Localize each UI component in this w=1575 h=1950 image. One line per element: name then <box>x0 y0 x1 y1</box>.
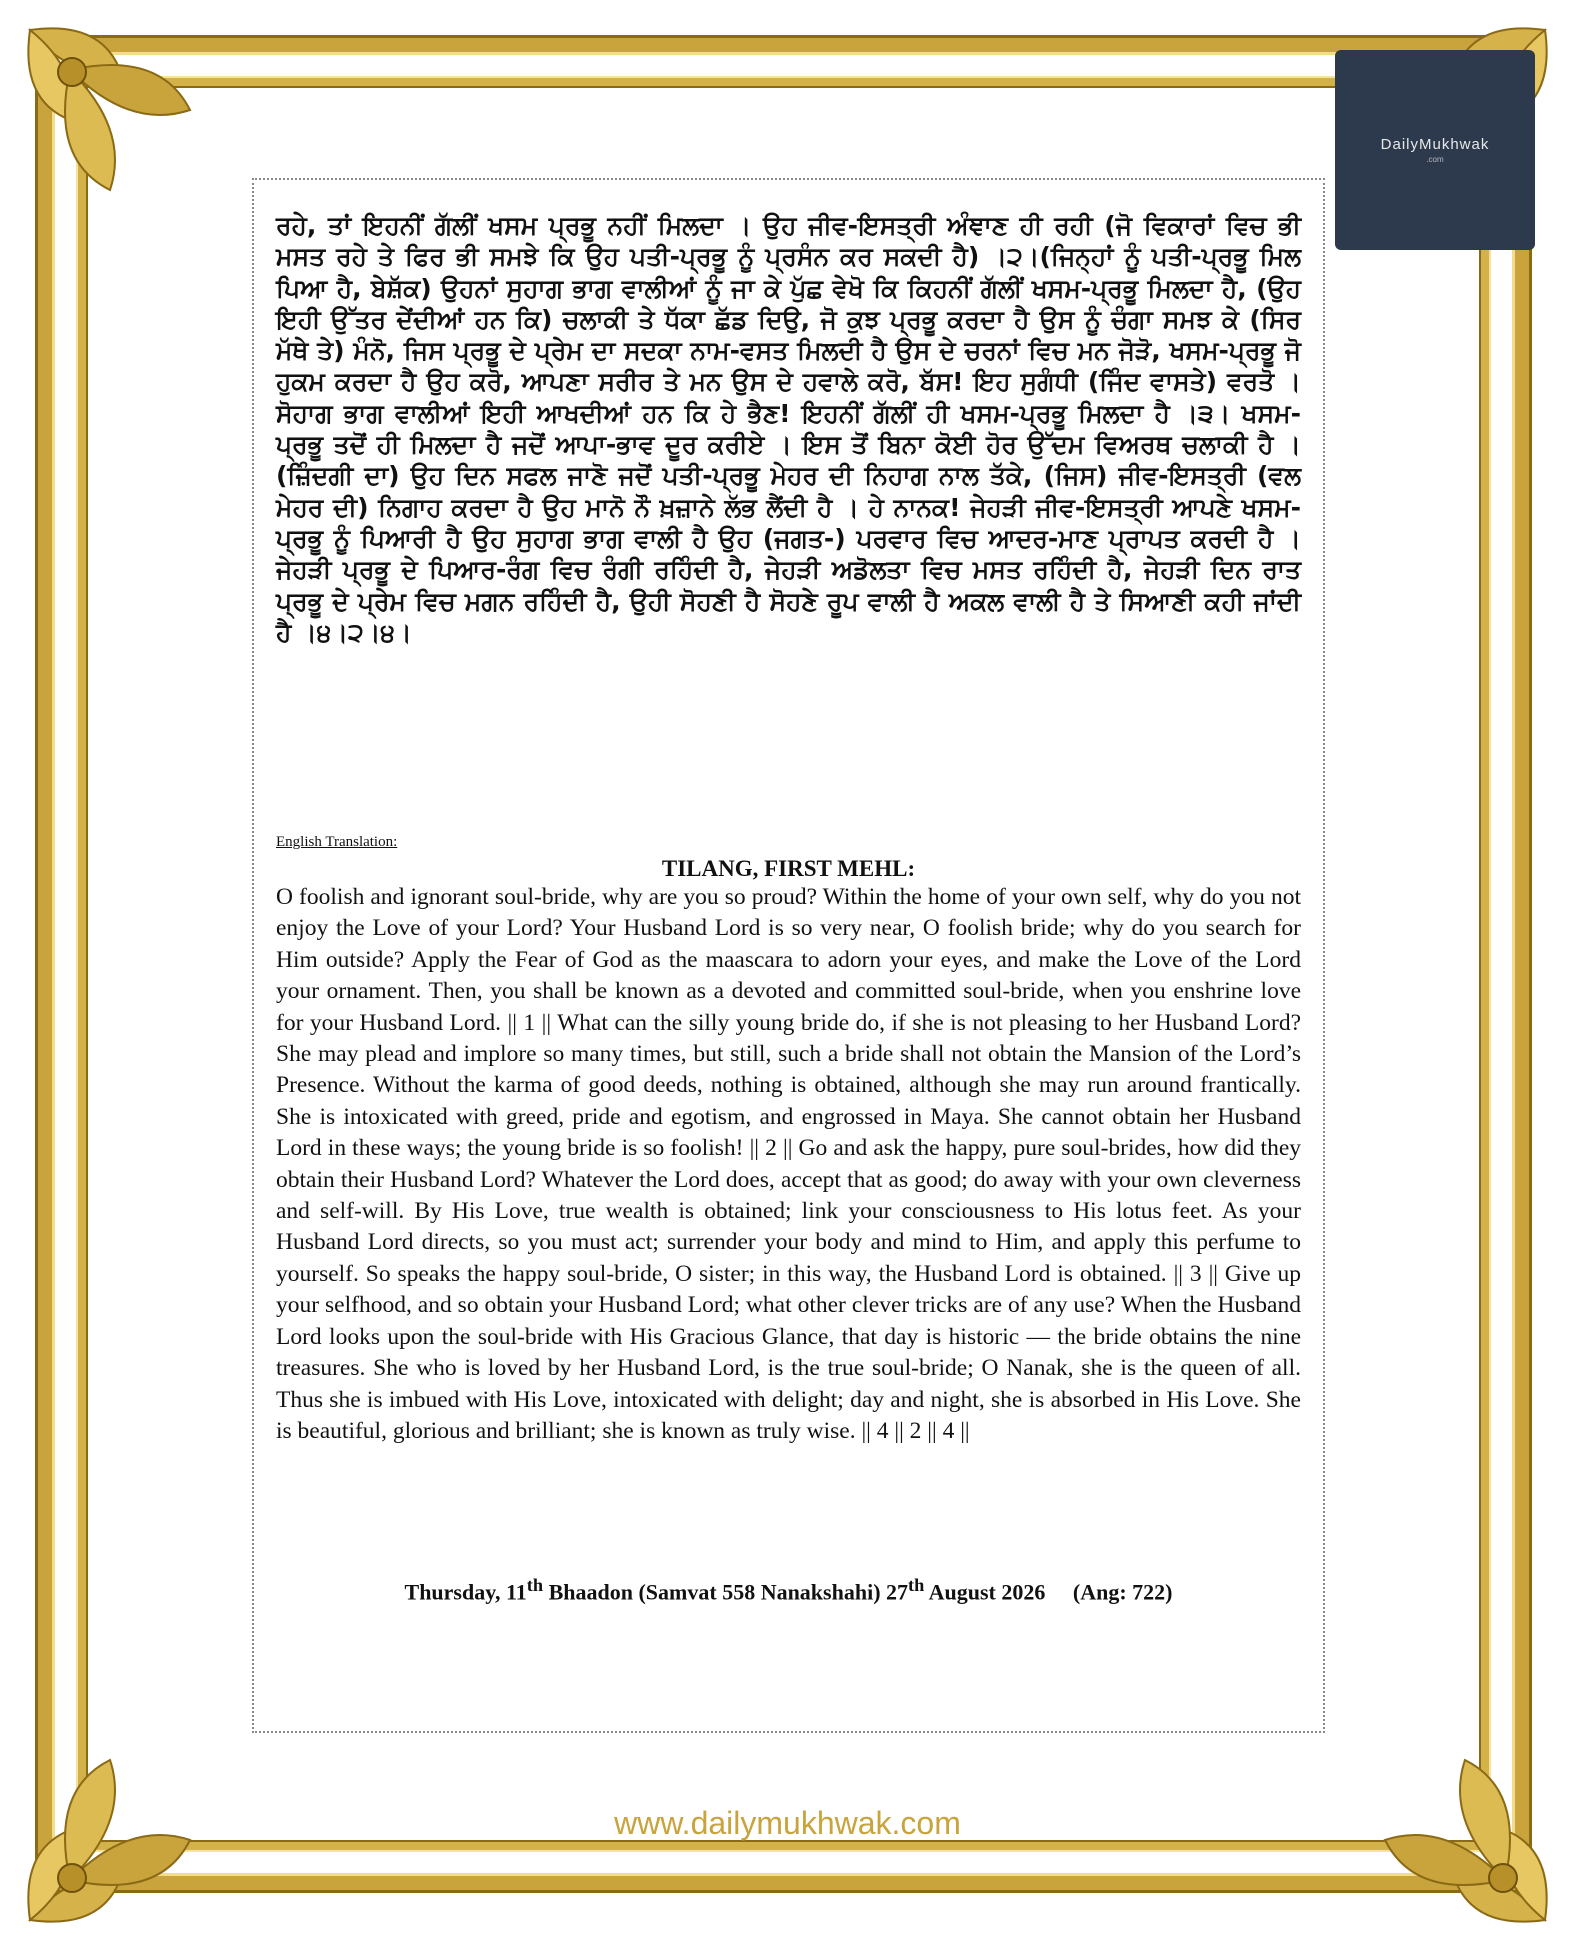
date-weekday: Thursday, 11 <box>404 1579 527 1605</box>
website-url[interactable]: www.dailymukhwak.com <box>614 1805 961 1841</box>
date-ordinal-1: th <box>526 1575 544 1595</box>
corner-bow-ornament-icon <box>10 10 230 230</box>
date-ordinal-2: th <box>908 1575 925 1595</box>
date-line <box>276 1575 1301 1605</box>
date-gregorian: August 2026 <box>924 1579 1046 1605</box>
gurmukhi-explanation: ਰਹੇ, ਤਾਂ ਇਹਨੀਂ ਗੱਲੀਂ ਖਸਮ ਪ੍ਰਭੂ ਨਹੀਂ ਮਿਲਦਾ । ਉਹ ਜੀਵ-ਇਸਤ੍ਰੀ ਅੰਞਾਣ ਹੀ ਰਹੀ (ਜੋ ਵਿਕਾਰਾਂ ਵਿਚ ਭੀ ਮਸਤ ਰਹੇ ਤੇ ਫਿਰ ਭੀ ਸਮਝੇ ਕਿ ਉਹ ਪਤੀ-ਪ੍ਰਭੂ ਨੂੰ ਪ੍ਰਸੰਨ ਕਰ ਸਕਦੀ ਹੈ) ।੨।(ਜਿਨ੍ਹਾਂ ਨੂੰ ਪਤੀ-ਪ੍ਰਭੂ ਮਿਲ ਪਿਆ ਹੈ, ਬੇਸ਼ੱਕ) ਉਹਨਾਂ ਸੁਹਾਗ ਭਾਗ ਵਾਲੀਆਂ ਨੂੰ ਜਾ ਕੇ ਪੁੱਛ ਵੇਖੋ ਕਿ ਕਿਹਨੀਂ ਗੱਲੀਂ ਖਸਮ-ਪ੍ਰਭੂ ਮਿਲਦਾ ਹੈ, (ਉਹ ਇਹੀ ਉੱਤਰ ਦੇਂਦੀਆਂ ਹਨ ਕਿ) ਚਲਾਕੀ ਤੇ ਧੱਕਾ ਛੱਡ ਦਿਉ, ਜੋ ਕੁਝ ਪ੍ਰਭੂ ਕਰਦਾ ਹੈ ਉਸ ਨੂੰ ਚੰਗਾ ਸਮਝ ਕੇ (ਸਿਰ ਮੱਥੇ ਤੇ) ਮੰਨੋ, ਜਿਸ ਪ੍ਰਭੂ ਦੇ ਪ੍ਰੇਮ ਦਾ ਸਦਕਾ ਨਾਮ-ਵਸਤ ਮਿਲਦੀ ਹੈ ਉਸ ਦੇ ਚਰਨਾਂ ਵਿਚ ਮਨ ਜੋੜੋ, ਖਸਮ-ਪ੍ਰਭੂ ਜੋ ਹੁਕਮ ਕਰਦਾ ਹੈ ਉਹ ਕਰੋ, ਆਪਣਾ ਸਰੀਰ ਤੇ ਮਨ ਉਸ ਦੇ ਹਵਾਲੇ ਕਰੋ, ਬੱਸ! ਇਹ ਸੁਗੰਧੀ (ਜਿੰਦ ਵਾਸਤੇ) ਵਰਤੋ । ਸੋਹਾਗ ਭਾਗ ਵਾਲੀਆਂ ਇਹੀ ਆਖਦੀਆਂ ਹਨ ਕਿ ਹੇ ਭੈਣ! ਇਹਨੀਂ ਗੱਲੀਂ ਹੀ ਖਸਮ-ਪ੍ਰਭੂ ਮਿਲਦਾ ਹੈ ।੩। ਖਸਮ-ਪ੍ਰਭੂ ਤਦੋਂ ਹੀ ਮਿਲਦਾ ਹੈ ਜਦੋਂ ਆਪਾ-ਭਾਵ ਦੂਰ ਕਰੀਏ । ਇਸ ਤੋਂ ਬਿਨਾ ਕੋਈ ਹੋਰ ਉੱਦਮ ਵਿਅਰਥ ਚਲਾਕੀ ਹੈ । (ਜ਼ਿੰਦਗੀ ਦਾ) ਉਹ ਦਿਨ ਸਫਲ ਜਾਣੋ ਜਦੋਂ ਪਤੀ-ਪ੍ਰਭੂ ਮੇਹਰ ਦੀ ਨਿਹਾਗ ਨਾਲ ਤੱਕੇ, (ਜਿਸ) ਜੀਵ-ਇਸਤ੍ਰੀ (ਵਲ ਮੇਹਰ ਦੀ) ਨਿਗਾਹ ਕਰਦਾ ਹੈ ਉਹ ਮਾਨੋ ਨੌ ਖ਼ਜ਼ਾਨੇ ਲੱਭ ਲੈਂਦੀ ਹੈ । ਹੇ ਨਾਨਕ! ਜੇਹੜੀ ਜੀਵ-ਇਸਤ੍ਰੀ ਆਪਣੇ ਖਸਮ-ਪ੍ਰਭੂ ਨੂੰ ਪਿਆਰੀ ਹੈ ਉਹ ਸੁਹਾਗ ਭਾਗ ਵਾਲੀ ਹੈ ਉਹ (ਜਗਤ-) ਪਰਵਾਰ ਵਿਚ ਆਦਰ-ਮਾਣ ਪ੍ਰਾਪਤ ਕਰਦੀ ਹੈ । ਜੇਹੜੀ ਪ੍ਰਭੂ ਦੇ ਪਿਆਰ-ਰੰਗ ਵਿਚ ਰੰਗੀ ਰਹਿੰਦੀ ਹੈ, ਜੇਹੜੀ ਅਡੋਲਤਾ ਵਿਚ ਮਸਤ ਰਹਿੰਦੀ ਹੈ, ਜੇਹੜੀ ਦਿਨ ਰਾਤ ਪ੍ਰਭੂ ਦੇ ਪ੍ਰੇਮ ਵਿਚ ਮਗਨ ਰਹਿੰਦੀ ਹੈ, ਉਹੀ ਸੋਹਣੀ ਹੈ ਸੋਹਣੇ ਰੂਪ ਵਾਲੀ ਹੈ ਅਕਲ ਵਾਲੀ ਹੈ ਤੇ ਸਿਆਣੀ ਕਹੀ ਜਾਂਦੀ ਹੈ ।੪।੨।੪। <box>276 211 1301 647</box>
dailymukhwak-logo <box>1335 50 1535 250</box>
logo-subtext: .com <box>1426 155 1444 164</box>
ang-number: (Ang: 722) <box>1045 1579 1173 1605</box>
logo-text: DailyMukhwak <box>1380 136 1490 153</box>
date-nanakshahi: Bhaadon (Samvat 558 Nanakshahi) 27 <box>543 1579 909 1605</box>
hukamnama-content-box <box>252 178 1325 1733</box>
english-heading: TILANG, FIRST MEHL: <box>661 856 916 881</box>
english-translation-label: English Translation: <box>276 834 398 850</box>
english-translation-text: O foolish and ignorant soul-bride, why are you so proud? Within the home of your own self, why do you not enjoy the Love of your Lord? Your Husband Lord is so very near, O foolish bride; why do you search for Him outside? Apply the Fear of God as the maascara to adorn your eyes, and make the Love of the Lord your ornament. Then, you shall be known as a devoted and committed soul-bride, when you enshrine love for your Husband Lord. || 1 || What can the silly young bride do, if she is not pleasing to her Husband Lord? She may plead and implore so many times, but still, such a bride shall not obtain the Mansion of the Lord’s Presence. Without the karma of good deeds, nothing is obtained, although she may run around frantically. She is intoxicated with greed, pride and egotism, and engrossed in Maya. She cannot obtain her Husband Lord in these ways; the young bride is so foolish! || 2 || Go and ask the happy, pure soul-brides, how did they obtain their Husband Lord? Whatever the Lord does, accept that as good; do away with your own cleverness and self-will. By His Love, true wealth is obtained; link your consciousness to His lotus feet. As your Husband Lord directs, so you must act; surrender your body and mind to Him, and apply this perfume to yourself. So speaks the happy soul-bride, O sister; in this way, the Husband Lord is obtained. || 3 || Give up your selfhood, and so obtain your Husband Lord; what other clever tricks are of any use? When the Husband Lord looks upon the soul-bride with His Gracious Glance, that day is historic — the bride obtains the nine treasures. She who is loved by her Husband Lord, is the true soul-bride; O Nanak, she is the queen of all. Thus she is imbued with His Love, intoxicated with delight; day and night, she is absorbed in His Love. She is beautiful, glorious and brilliant; she is known as truly wise. || 4 || 2 || 4 || <box>276 884 1301 1444</box>
